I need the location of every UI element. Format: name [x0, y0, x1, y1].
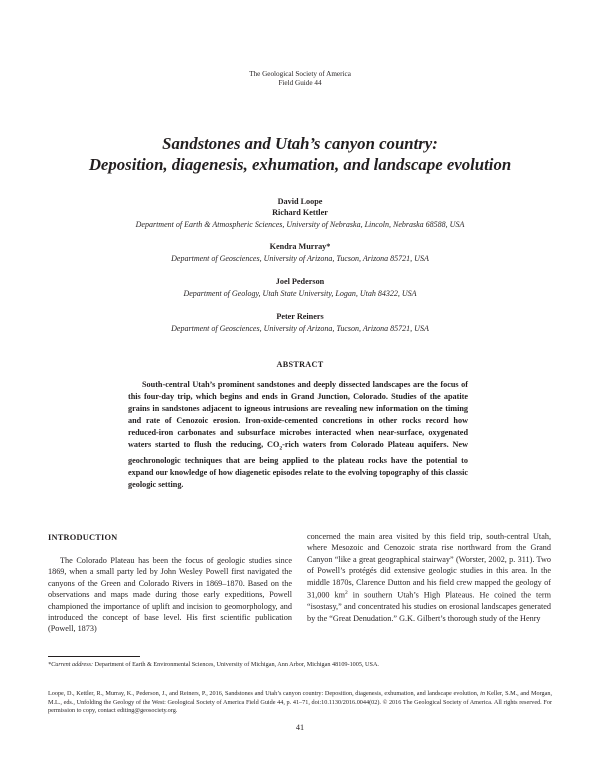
author-name: Richard Kettler [272, 208, 328, 217]
author-name: Joel Pederson [275, 277, 325, 286]
author-name: Kendra Murray* [269, 242, 331, 251]
citation-text: Loope, D., Kettler, R., Murray, K., Pederson, J., and Reiners, P., 2016, Sandstones and Utah’s canyon country: Deposition, diagenesis, exhumation, and landscape evolution, [48, 690, 479, 697]
citation-block [48, 690, 552, 716]
footnote-text: Department of Earth & Environmental Sciences, University of Michigan, Ann Arbor, Michigan 48109-1005, USA. [93, 661, 379, 668]
abstract-subscript: 2 [279, 445, 283, 452]
footnote-rule [48, 656, 140, 657]
footnote-label: *Current address: [48, 661, 94, 668]
abstract-text-continued: -rich waters from Colorado Plateau aquifers. New geochronologic techniques that are being applied to the plateau rocks have the potential to expand our knowledge of how diagenetic episodes relate to the evolving topography of this classic geologic setting. [128, 440, 468, 489]
author-affiliation: Department of Geology, Utah State University, Logan, Utah 84322, USA [183, 289, 417, 298]
author-name: David Loope [277, 197, 323, 206]
citation-in: in [480, 690, 485, 697]
author-affiliation: Department of Geosciences, University of Arizona, Tucson, Arizona 85721, USA [171, 324, 429, 333]
intro-paragraph-left: The Colorado Plateau has been the focus of geologic studies since 1869, when a small party led by John Wesley Powell first navigated the canyons of the Green and Colorado Rivers in 1869–1870. Based on the observations and maps made during those early expeditions, Powell championed the importance of uplift and incision to geomorphology, and introduced the concept of base level. His first scientific publication (Powell, 1873) [48, 556, 292, 634]
footnote [48, 661, 552, 670]
author-affiliation: Department of Earth & Atmospheric Sciences, University of Nebraska, Lincoln, Nebraska 68588, USA [135, 220, 465, 229]
section-heading-introduction: INTRODUCTION [48, 533, 118, 542]
page-number: 41 [295, 723, 305, 732]
citation-text-continued: Keller, S.M., and Morgan, M.L., eds., Unfolding the Geology of the West: Geological Society of America Field Guide 44, p. 41–71, doi:10.1130/2016.0044(02). © 2016 The Geological Society of America. All rights reserved. For permission to copy, contact editing@geosociety.org. [48, 690, 552, 715]
abstract-heading: ABSTRACT [276, 360, 324, 369]
author-affiliation: Department of Geosciences, University of Arizona, Tucson, Arizona 85721, USA [171, 254, 429, 263]
intro-text: concerned the main area visited by this field trip, south-central Utah, where Mesozoic and Cenozoic strata rise northward from the Grand Canyon “like a great geographical stairway” (Worster, 2002, p. 311). Two of Powell’s protégés did extensive geologic studies in this area. In the middle 1870s, Clarence Dutton and his field crew mapped the geology of 31,000 km [307, 532, 551, 600]
author-name: Peter Reiners [276, 312, 324, 321]
abstract-text: South-central Utah’s prominent sandstones and deeply dissected landscapes are the focus of this four-day trip, which begins and ends in Grand Junction, Colorado. Studies of the apatite grains in sandstones adjacent to igneous intrusions are revealing new information on the timing and rate of Cenozoic erosion. Iron-oxide-cemented concretions in other rocks record how reduced-iron carbonates and subsurface microbes interacted when near-surface, oxygenated waters started to flush the reducing, CO [128, 380, 468, 449]
paper-title-line1: Sandstones and Utah’s canyon country: [162, 134, 438, 153]
intro-paragraph-right [307, 531, 551, 624]
intro-text-continued: in southern Utah’s High Plateaus. He coined the term “isostasy,” and concentrated his studies on erosional landscapes generated by the “Great Denudation.” G.K. Gilbert’s thorough study of the Henry [307, 590, 552, 623]
paper-title-line2: Deposition, diagenesis, exhumation, and landscape evolution [88, 155, 512, 174]
intro-superscript: 2 [345, 590, 348, 597]
running-header-series: Field Guide 44 [278, 79, 322, 87]
running-header-society: The Geological Society of America [249, 70, 351, 78]
abstract-body [128, 379, 468, 491]
